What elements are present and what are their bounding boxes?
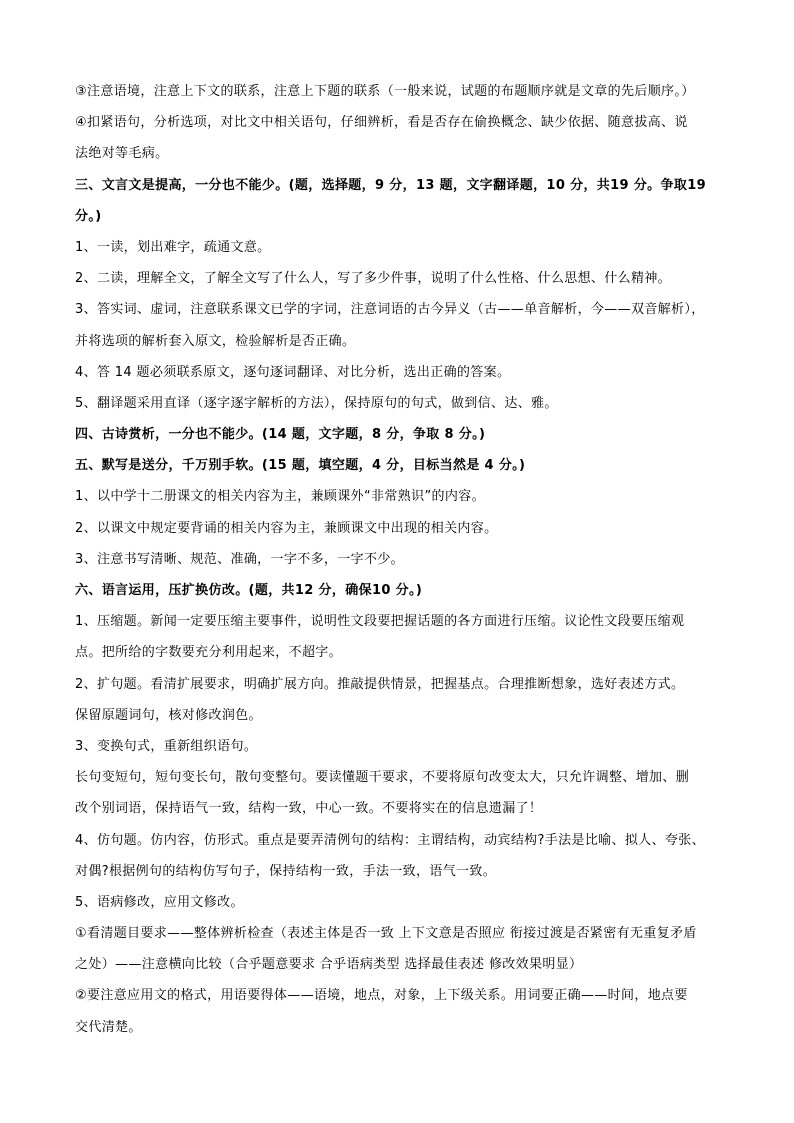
- text-line: 点。把所给的字数要充分利用起来，不超字。: [75, 645, 343, 661]
- text-line: 4、答 14 题必须联系原文，逐句逐词翻译、对比分析，选出正确的答案。: [75, 364, 511, 380]
- text-line: 长句变短句，短句变长句，散句变整句。要读懂题干要求，不要将原句改变太大，只允许调整、增加、删: [75, 770, 690, 786]
- section-heading-line: 三、文言文是提高，一分也不能少。(题，选择题，9 分，13 题，文字翻译题，10 分，共19 分。争取19: [75, 177, 707, 193]
- text-line: ③注意语境，注意上下文的联系，注意上下题的联系（一般来说，试题的布题顺序就是文章的先后顺序。）: [75, 84, 695, 99]
- text-line: ②要注意应用文的格式，用语要得体——语境，地点，对象，上下级关系。用词要正确——时间，地点要: [75, 988, 688, 1004]
- text-line: 3、注意书写清晰、规范、准确，一字不多，一字不少。: [75, 551, 405, 567]
- section-heading-line: 分。): [75, 208, 102, 224]
- section-heading-line: 六、语言运用，压扩换仿改。(题，共12 分，确保10 分。): [75, 583, 423, 598]
- text-line: 保留原题词句，核对修改润色。: [75, 707, 262, 723]
- text-line: 3、答实词、虚词，注意联系课文已学的字词，注意词语的古今异义（古——单音解析，今——双音解析），: [75, 302, 705, 318]
- text-line: 1、以中学十二册课文的相关内容为主，兼顾课外“非常熟识”的内容。: [75, 489, 485, 505]
- text-line: 5、语病修改，应用文修改。: [75, 894, 244, 910]
- text-line: 2、二读，理解全文，了解全文写了什么人，写了多少件事，说明了什么性格、什么思想、什么精神。: [75, 271, 672, 287]
- section-heading-line: 五、默写是送分，千万别手软。(15 题，填空题，4 分，目标当然是 4 分。): [75, 458, 526, 474]
- text-line: 1、一读，划出难字，疏通文意。: [75, 239, 271, 255]
- text-line: 4、仿句题。仿内容，仿形式。重点是要弄清例句的结构：主谓结构，动宾结构?手法是比喻、拟人、夸张、: [75, 832, 705, 848]
- text-line: 2、扩句题。看清扩展要求，明确扩展方向。推敲提供情景，把握基点。合理推断想象，选好表述方式。: [75, 676, 685, 692]
- text-line: ①看清题目要求——整体辨析检查（表述主体是否一致 上下文意是否照应 衔接过渡是否紧密有无重复矛盾: [75, 926, 697, 942]
- text-line: 并将选项的解析套入原文，检验解析是否正确。: [75, 333, 356, 349]
- text-line: 5、翻译题采用直译（逐字逐字解析的方法），保持原句的句式，做到信、达、雅。: [75, 395, 558, 411]
- section-heading-line: 四、古诗赏析，一分也不能少。(14 题，文字题，8 分，争取 8 分。): [75, 427, 486, 443]
- text-line: 交代清楚。: [75, 1019, 142, 1035]
- document-page: [75, 76, 723, 1043]
- text-line: 3、变换句式，重新组织语句。: [75, 738, 258, 754]
- text-line: 对偶?根据例句的结构仿写句子，保持结构一致，手法一致，语气一致。: [75, 863, 497, 879]
- text-line: 之处）——注意横向比较（合乎题意要求 合乎语病类型 选择最佳表述 修改效果明显）: [75, 957, 583, 973]
- text-line: 法绝对等毛病。: [75, 146, 169, 162]
- text-line: 1、压缩题。新闻一定要压缩主要事件，说明性文段要把握话题的各方面进行压缩。议论性文段要压缩观: [75, 614, 685, 630]
- text-line: ④扣紧语句，分析选项，对比文中相关语句，仔细辨析，看是否存在偷换概念、缺少依据、随意拔高、说: [75, 115, 688, 131]
- text-line: 2、以课文中规定要背诵的相关内容为主，兼顾课文中出现的相关内容。: [75, 520, 498, 536]
- text-line: 改个别词语，保持语气一致，结构一致，中心一致。不要将实在的信息遗漏了！: [75, 801, 543, 817]
